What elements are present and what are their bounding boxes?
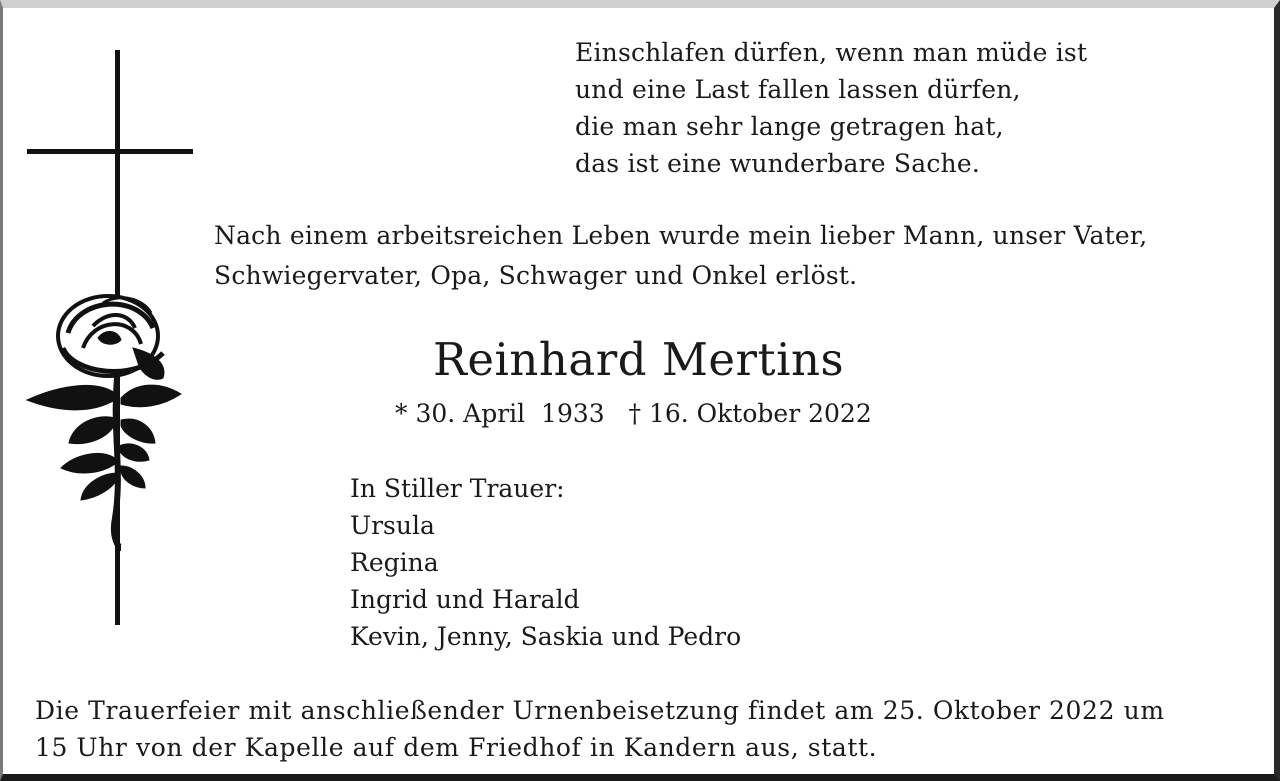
poem-line: die man sehr lange getragen hat,: [575, 112, 1004, 141]
mourner-name: Ingrid und Harald: [350, 585, 580, 614]
life-dates: * 30. April 1933 † 16. Oktober 2022: [395, 399, 872, 428]
mourners-list: [350, 470, 741, 655]
funeral-line: Die Trauerfeier mit anschließender Urnenbeisetzung findet am 25. Oktober 2022 um: [35, 696, 1165, 725]
mourner-name: Ursula: [350, 511, 435, 540]
intro-line: Schwiegervater, Opa, Schwager und Onkel erlöst.: [214, 261, 858, 290]
poem-line: Einschlafen dürfen, wenn man müde ist: [575, 38, 1088, 67]
mourner-name: Regina: [350, 548, 439, 577]
cross-with-rose-illustration: [23, 48, 193, 638]
mourners-heading: In Stiller Trauer:: [350, 474, 565, 503]
funeral-notice: [35, 692, 1165, 766]
poem-line: und eine Last fallen lassen dürfen,: [575, 75, 1021, 104]
rose-icon: [27, 296, 181, 548]
intro-text: [214, 216, 1147, 296]
poem: [575, 34, 1087, 182]
intro-line: Nach einem arbeitsreichen Leben wurde mein lieber Mann, unser Vater,: [214, 221, 1148, 250]
funeral-line: 15 Uhr von der Kapelle auf dem Friedhof in Kandern aus, statt.: [35, 733, 878, 762]
mourner-name: Kevin, Jenny, Saskia und Pedro: [350, 622, 742, 651]
deceased-name: Reinhard Mertins: [433, 333, 845, 386]
poem-line: das ist eine wunderbare Sache.: [575, 149, 980, 178]
